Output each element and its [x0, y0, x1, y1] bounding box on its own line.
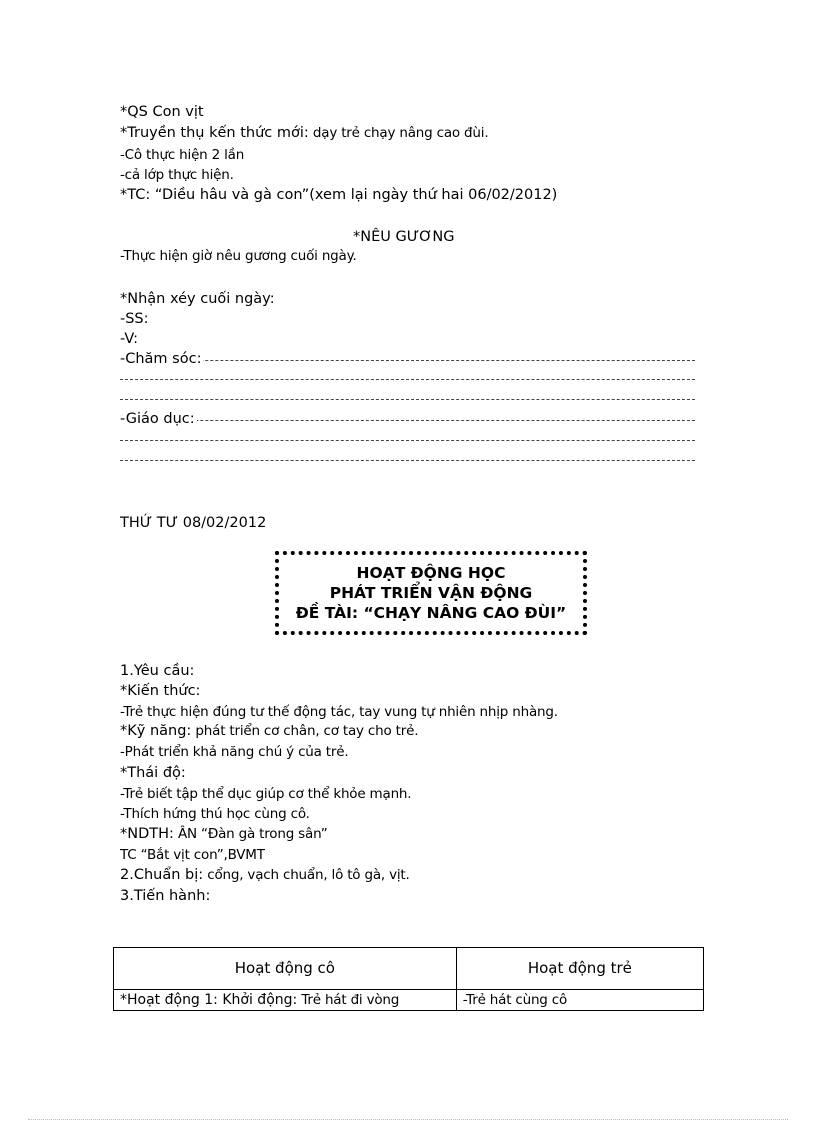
ky-nang-label: *Kỹ năng: [120, 723, 192, 739]
lesson-title-box [275, 551, 587, 635]
chuan-bi-line [120, 866, 410, 885]
page-bottom-rule [28, 1119, 788, 1120]
kien-thuc-text: -Trẻ thực hiện đúng tư thế động tác, tay vung tự nhiên nhịp nhàng. [120, 704, 558, 720]
qs-con-vit: *QS Con vịt [120, 104, 204, 120]
dash-rule [120, 440, 695, 441]
giao-duc-rule [120, 420, 695, 421]
ca-lop-thuc-hien: -cả lớp thực hiện. [120, 167, 234, 183]
header-hoat-dong-co: Hoạt động cô [114, 948, 457, 990]
tien-hanh-heading: 3.Tiến hành: [120, 888, 211, 904]
nhan-xet-ss: -SS: [120, 311, 149, 327]
cham-soc-rule [120, 360, 695, 361]
chuan-bi-value: cổng, vạch chuẩn, lô tô gà, vịt. [203, 867, 410, 883]
tro-choi-line: *TC: “Diều hâu và gà con”(xem lại ngày thứ hai 06/02/2012) [120, 187, 558, 203]
box-line-1: HOẠT ĐỘNG HỌC [356, 564, 506, 582]
nhan-xet-title: *Nhận xéy cuối ngày: [120, 291, 275, 307]
table-row [114, 989, 704, 1010]
activity-table [113, 947, 704, 1011]
row1-label: *Hoạt động 1: Khởi động: [120, 991, 298, 1008]
ndth-label: *NDTH: [120, 826, 174, 842]
ndth-line [120, 825, 328, 844]
table-header-row [114, 948, 704, 990]
chuan-bi-label: 2.Chuẩn bị: [120, 867, 204, 883]
ky-nang-line [120, 722, 418, 741]
dash-rule [120, 399, 695, 400]
kien-thuc-heading: *Kiến thức: [120, 683, 201, 699]
co-thuc-hien: -Cô thực hiện 2 lần [120, 147, 245, 163]
neu-guong-title: *NÊU GƯƠNG [353, 229, 455, 245]
header-hoat-dong-tre: Hoạt động trẻ [456, 948, 703, 990]
row1-hoat-dong-tre: -Trẻ hát cùng cô [456, 989, 703, 1010]
truyen-thu-line [120, 124, 488, 143]
truyen-thu-value: dạy trẻ chạy nâng cao đùi. [308, 125, 489, 141]
date-heading: THỨ TƯ 08/02/2012 [120, 515, 267, 531]
nhan-xet-v: -V: [120, 331, 139, 347]
truyen-thu-label: *Truyền thụ kến thức mới: [120, 125, 309, 141]
dash-rule [120, 460, 695, 461]
neu-guong-text: -Thực hiện giờ nêu gương cuối ngày. [120, 248, 357, 264]
thai-do-text-2: -Thích hứng thú học cùng cô. [120, 806, 310, 822]
ndth-value: ÂN “Đàn gà trong sân” [173, 826, 328, 842]
dash-rule [120, 379, 695, 380]
yeu-cau-heading: 1.Yêu cầu: [120, 663, 195, 679]
thai-do-heading: *Thái độ: [120, 765, 186, 781]
thai-do-text-1: -Trẻ biết tập thể dục giúp cơ thể khỏe mạnh. [120, 786, 412, 802]
row1-hoat-dong-co [114, 989, 457, 1010]
box-line-2: PHÁT TRIỂN VẬN ĐỘNG [329, 584, 533, 602]
tc-bat-vit-con: TC “Bắt vịt con”,BVMT [120, 847, 265, 863]
giao-duc-label: -Giáo dục: [120, 411, 195, 427]
row1-value: Trẻ hát đi vòng [297, 991, 400, 1008]
box-line-3: ĐỀ TÀI: “CHẠY NÂNG CAO ĐÙI” [295, 604, 567, 622]
ky-nang-value: phát triển cơ chân, cơ tay cho trẻ. [191, 723, 419, 739]
cham-soc-label: -Chăm sóc: [120, 351, 202, 367]
phat-trien-text: -Phát triển khả năng chú ý của trẻ. [120, 744, 349, 760]
